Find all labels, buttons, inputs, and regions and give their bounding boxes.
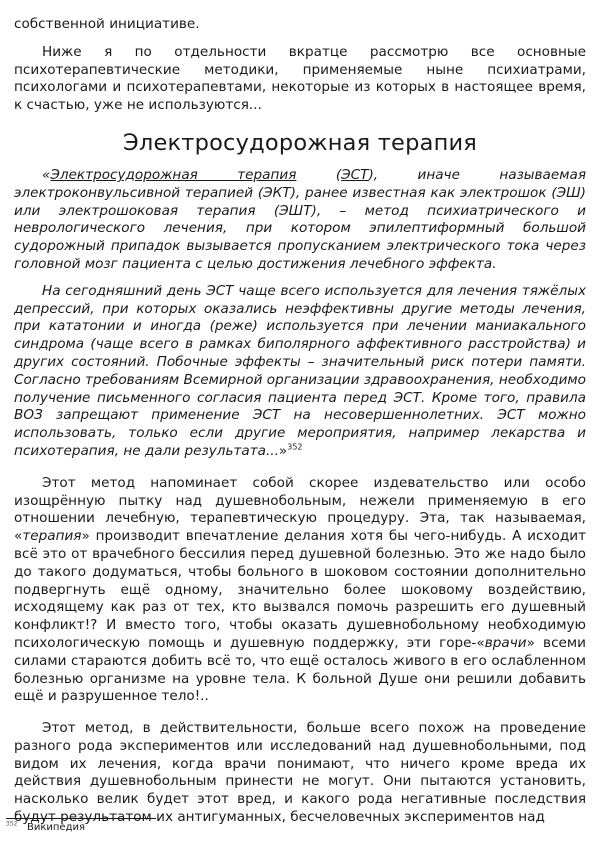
quote-paragraph-definition xyxy=(14,167,586,274)
emphasis-doctors: врачи xyxy=(484,634,527,651)
footnote-divider xyxy=(6,818,156,819)
document-page xyxy=(14,0,586,827)
paragraph-text: » производит впечатление делания хотя бы чего-нибудь. А исходит всё это от врачебного бессилия перед душевной болезнью. Это же надо было до такого додуматься, чтобы больного в шоковом состоянии дополнительно подвергнуть ещё одному, значительно более шоковому воздействию, исходящему как раз от тех, кто вызвался помочь разрешить его душевный конфликт!? И вместо того, чтобы оказать душевнобольному необходимую психологическую помощь и душевную поддержку, эти горе-« xyxy=(14,528,586,651)
link-electroconvulsive-therapy[interactable]: Электросудорожная терапия xyxy=(50,166,297,183)
quote-close-mark: » xyxy=(278,442,288,459)
paragraph-criticism xyxy=(14,475,586,706)
section-heading: Электросудорожная терапия xyxy=(122,129,478,156)
footnote-number: 352 xyxy=(6,820,18,828)
footnote xyxy=(6,821,85,834)
quote-text: На сегодняшний день ЭСТ чаще всего используется для лечения тяжёлых депрессий, при которых оказались неэффективны другие методы лечения, при кататонии и иногда (реже) используется при лечении маниакального синдрома (чаще всего в рамках биполярного аффективного расстройства) и других состояний. Побочные эффекты – значительный риск потери памяти. Согласно требованиям Всемирной организации здравоохранения, необходимо получение письменного согласия пациента перед ЭСТ. Кроме того, правила ВОЗ запрещают применение ЭСТ на несовершеннолетних. ЭСТ можно использовать, только если другие мероприятия, например лекарства и психотерапия, не дали результата... xyxy=(14,282,586,459)
paragraph-text: » всеми силами стараются добить всё то, что ещё осталось живого в его ослабленном болезнью организме на уровне тела. К больной Душе они решили добавить ещё и разрушенное тело!.. xyxy=(14,634,586,705)
paragraph-text: Этот метод напоминает собой скорее издевательство или особо изощрённую пытку над душевнобольным, нежели применяемую в его отношении лечебную, терапевтическую процедуру. Эта, так называемая, « xyxy=(14,474,586,545)
footnote-reference[interactable]: 352 xyxy=(287,442,303,452)
paragraph-experiments: Этот метод, в действительности, больше всего похож на проведение разного рода экспериментов или исследований над душевнобольными, под видом их лечения, когда врачи понимают, что ничего кроме вреда их действия душевнобольным принести не могут. Они пытаются установить, насколько велик будет этот вред, и какого рода негативные последствия будут результатом их антигуманных, бесчеловечных экспериментов над xyxy=(14,720,586,826)
quote-text: ), иначе называемая электроконвульсивной терапией (ЭКТ), ранее известная как электрошок (ЭШ) или электрошоковая терапия (ЭШТ), – метод психиатрического и неврологического лечения, при котором эпилептиформный большой судорожный припадок вызывается пропусканием электрического тока через головной мозг пациента с целью достижения лечебного эффекта. xyxy=(14,166,587,272)
paragraph-intro: Ниже я по отдельности вкратце рассмотрю все основные психотерапевтические методики, применяемые ныне психиатрами, психологами и психотерапевтами, некоторые из которых в настоящее время, к счастью, уже не используются... xyxy=(14,43,586,114)
link-est[interactable]: ЭСТ xyxy=(341,166,369,183)
quote-open-mark: « xyxy=(42,166,51,183)
paragraph-continuation: собственной инициативе. xyxy=(14,16,200,32)
quote-text: ( xyxy=(296,166,342,183)
footnote-text: Википедия xyxy=(27,822,86,833)
emphasis-therapy: терапия xyxy=(22,528,82,545)
quote-paragraph-usage xyxy=(14,283,586,461)
